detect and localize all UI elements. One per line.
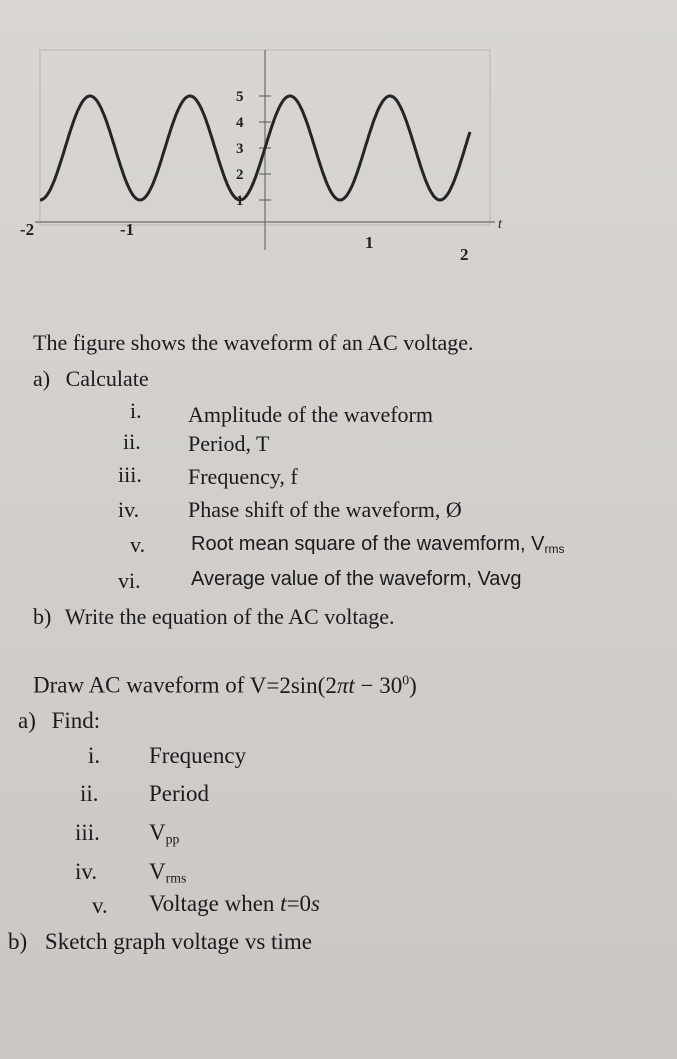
- waveform-chart: [0, 30, 520, 295]
- question2-item-5-text: [149, 891, 320, 917]
- question1-item-5-text: [191, 533, 565, 556]
- part-a-marker: a): [33, 366, 51, 391]
- question2-item-1-text: Frequency: [149, 743, 247, 768]
- question1-item-1: [130, 398, 142, 424]
- question2-part-b: [8, 929, 312, 955]
- equation: [250, 673, 417, 698]
- part-b-text: Write the equation of the AC voltage.: [64, 604, 395, 629]
- eq-body: =2sin(2: [266, 672, 337, 698]
- rms-subscript: rms: [544, 542, 565, 556]
- part-a-marker: a): [18, 708, 36, 733]
- question1-item-2-text: Period, T: [188, 431, 270, 456]
- x-tick-label: -2: [20, 220, 35, 239]
- y-tick-label: 1: [236, 193, 244, 209]
- question1-item-3: iii.: [118, 462, 142, 487]
- item-5-text: Root mean square of the wavemform, V: [191, 533, 545, 555]
- question2-item-4-text: [149, 859, 186, 886]
- question2-part-a: [18, 708, 100, 734]
- question2-intro: [33, 672, 417, 699]
- question1-intro: The figure shows the waveform of an AC voltage.: [33, 330, 474, 355]
- question1-item-5: v.: [130, 532, 146, 557]
- question2-item-4: iv.: [75, 859, 98, 884]
- x-axis-label: t: [498, 217, 502, 232]
- part-b-text: Sketch graph voltage vs time: [44, 929, 312, 954]
- item-5-tail: =0: [286, 891, 312, 916]
- eq-minus: − 30: [354, 672, 403, 698]
- vrms-subscript: rms: [165, 870, 187, 886]
- x-tick-label: 1: [365, 233, 374, 252]
- eq-pi: π: [336, 672, 349, 698]
- y-tick-label: 2: [236, 167, 244, 183]
- y-tick-label: 4: [236, 115, 244, 131]
- part-a-text: Calculate: [65, 366, 149, 391]
- question1-part-b: [33, 604, 394, 630]
- intro-text: Draw AC waveform of: [33, 672, 250, 698]
- vpp-v: V: [149, 820, 166, 845]
- question2-item-1: i.: [88, 743, 101, 768]
- question2-item-2-text: Period: [149, 781, 210, 806]
- question2-item-5: v.: [92, 893, 108, 918]
- x-axis-ticks: [20, 220, 469, 264]
- item-5-unit: s: [311, 891, 320, 916]
- y-tick-label: 3: [236, 141, 244, 157]
- eq-t: t: [348, 672, 355, 698]
- waveform-line: [40, 96, 470, 200]
- question1-item-6: vi.: [118, 568, 141, 593]
- y-tick-label: 5: [236, 89, 244, 105]
- question2-item-2: ii.: [80, 781, 99, 806]
- question1-item-1-text: Amplitude of the waveform: [188, 402, 433, 427]
- item-5-var: t: [280, 891, 287, 916]
- question2-item-3: iii.: [75, 820, 100, 845]
- question1-item-6-text: Average value of the waveform, Vavg: [191, 568, 522, 590]
- item-marker: i.: [130, 398, 142, 423]
- part-b-marker: b): [8, 929, 28, 954]
- question1-item-4-text: Phase shift of the waveform, Ø: [188, 497, 462, 522]
- vrms-v: V: [149, 859, 166, 884]
- question2-item-3-text: [149, 820, 179, 847]
- x-tick-label: -1: [120, 220, 135, 239]
- item-5-text: Voltage when: [149, 891, 281, 916]
- vpp-subscript: pp: [165, 831, 180, 847]
- eq-lhs: V: [249, 672, 267, 698]
- question1-item-4: iv.: [118, 497, 140, 522]
- question1-item-2: ii.: [123, 429, 141, 454]
- eq-degree: 0: [402, 672, 410, 687]
- question1-item-3-text: Frequency, f: [188, 464, 298, 489]
- part-b-marker: b): [33, 604, 52, 629]
- eq-close: ): [409, 672, 417, 698]
- question1-part-a: [33, 366, 149, 392]
- part-a-text: Find:: [51, 708, 101, 733]
- x-tick-label: 2: [460, 245, 469, 264]
